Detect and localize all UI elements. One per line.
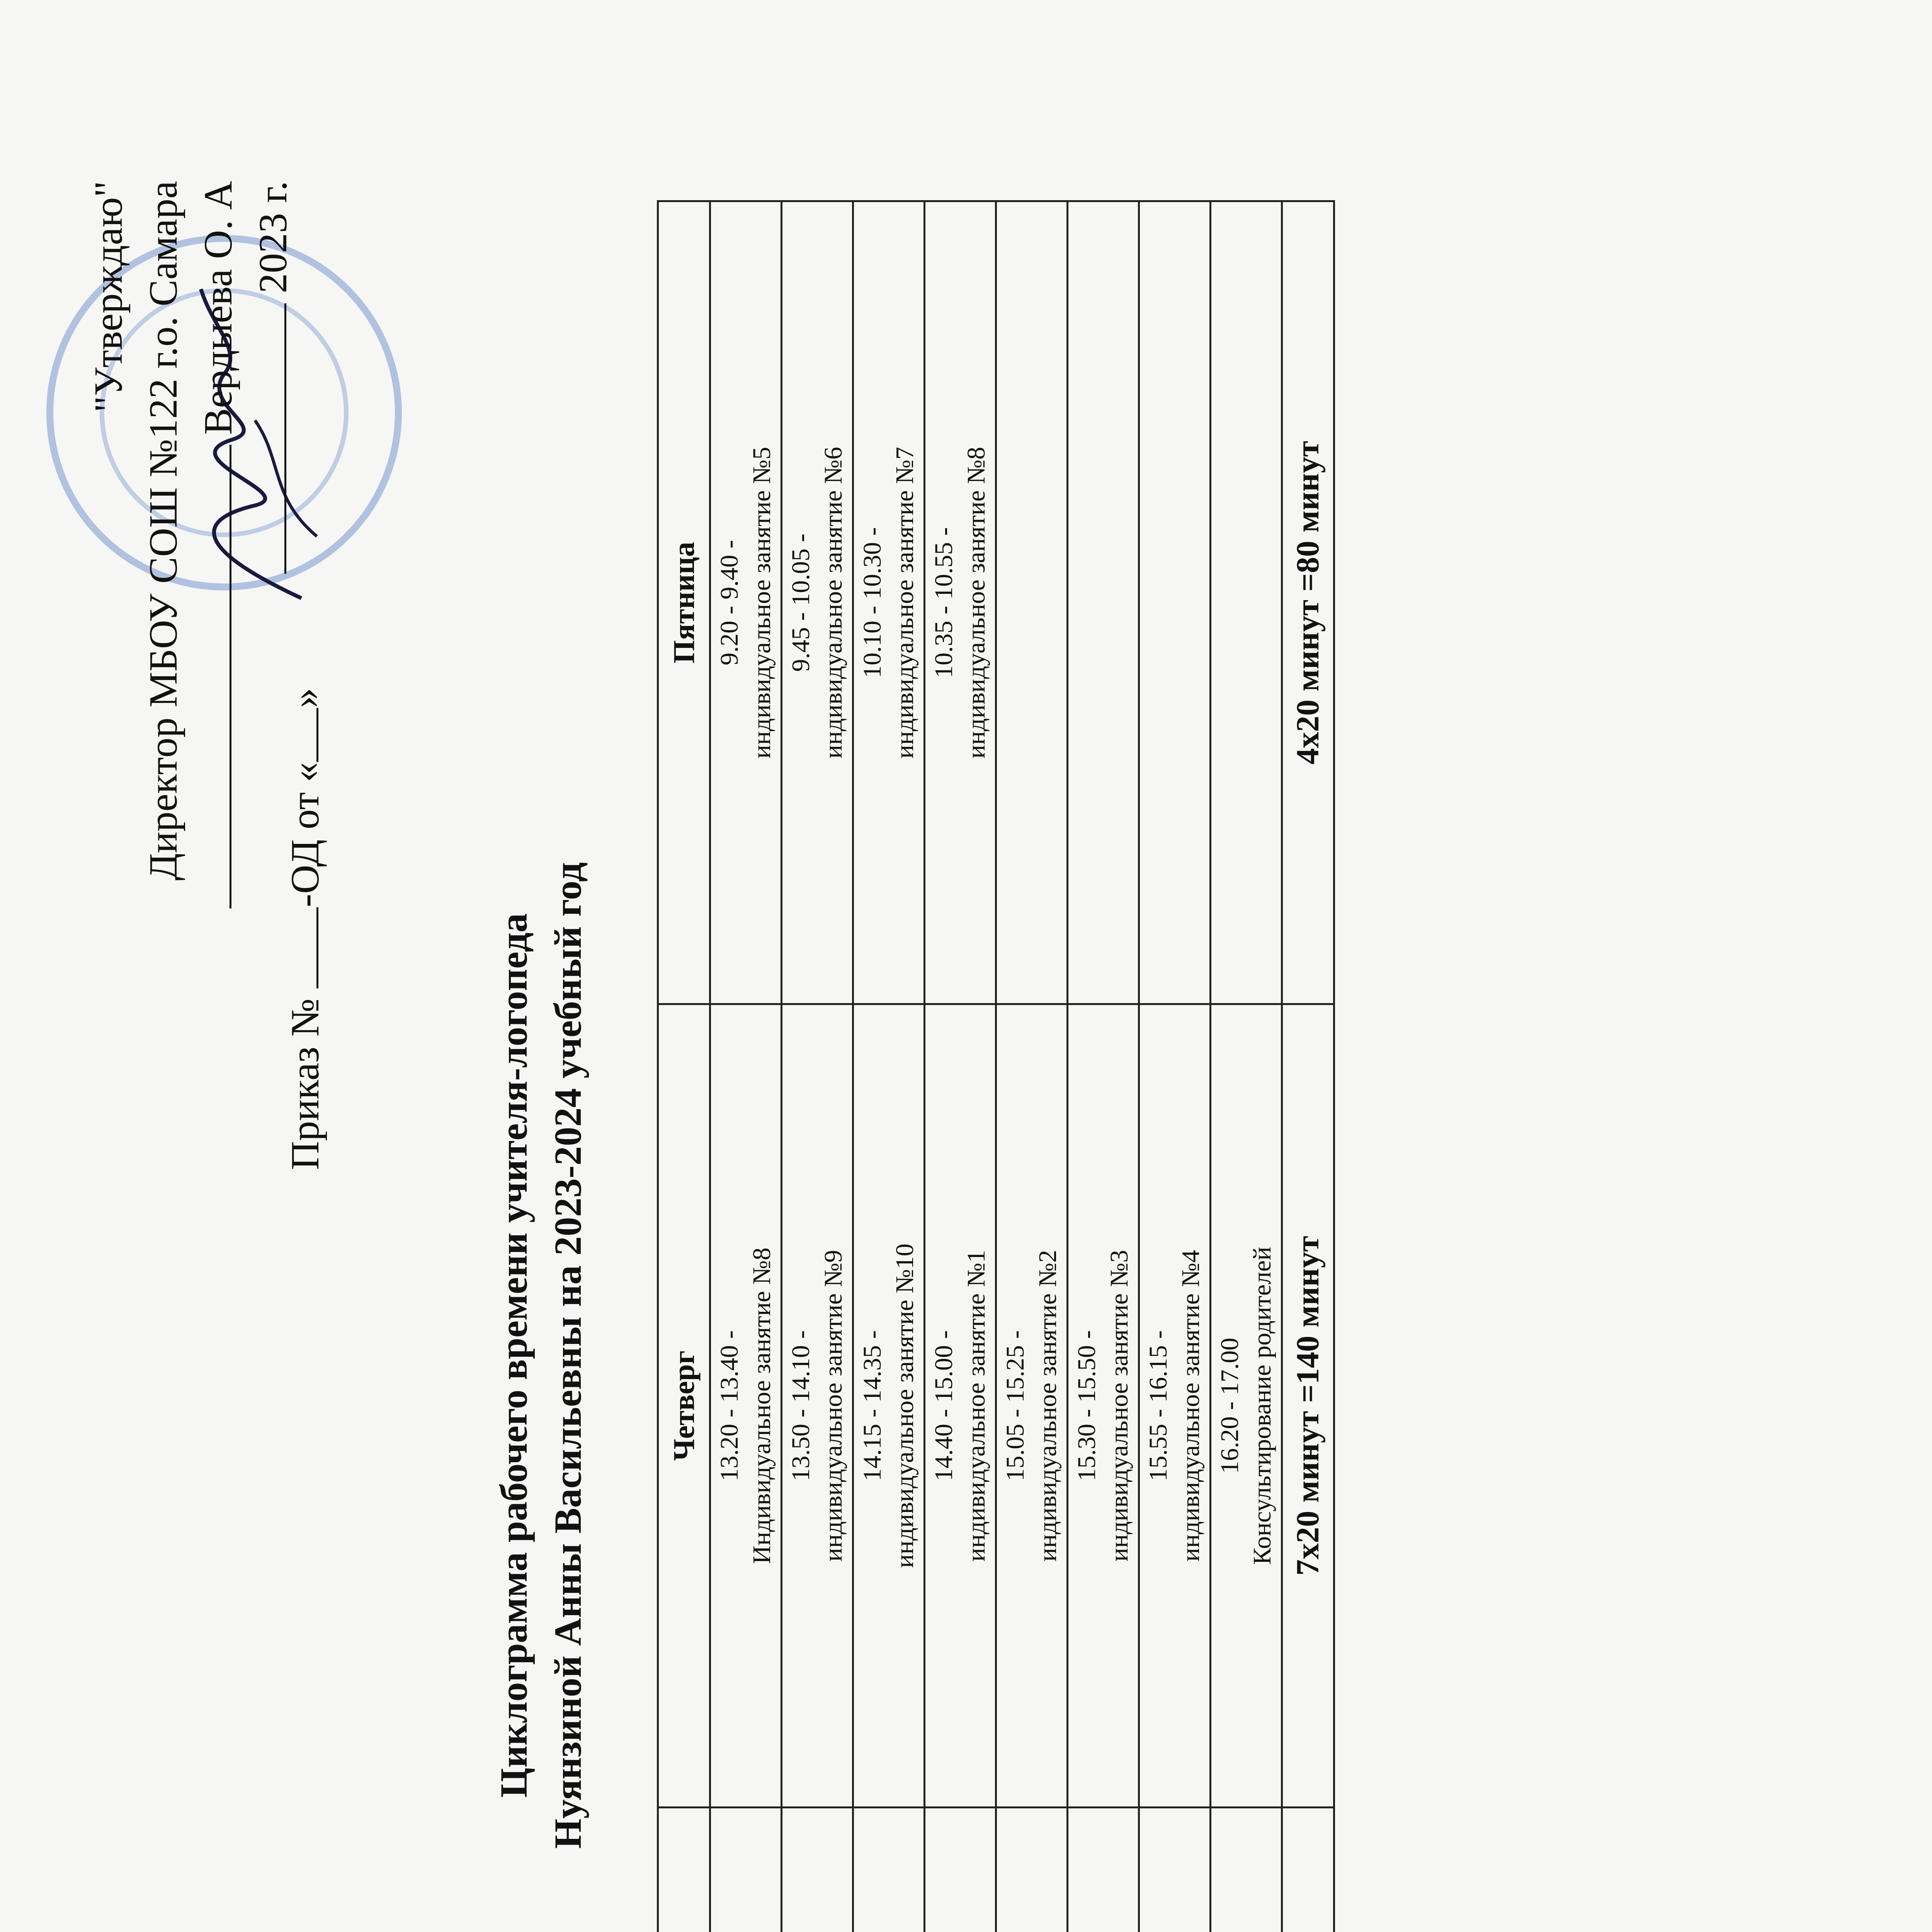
session-description [1103, 1812, 1136, 1932]
schedule-cell-thursday [1211, 1004, 1282, 1807]
session-description: индивидуальное занятие №1 [962, 1250, 990, 1562]
signature-line [230, 445, 231, 908]
document-title [487, 583, 595, 1932]
session-description [1246, 1812, 1279, 1932]
schedule-cell-thursday [782, 1004, 853, 1807]
date-blank [284, 303, 286, 574]
approval-director-line [191, 181, 246, 1108]
order-line [282, 688, 328, 1170]
schedule-cell-tuesday [925, 1807, 996, 1932]
title-line-1: Циклограмма рабочего времени учителя-логопеда [492, 913, 535, 1798]
schedule-cell-thursday [1139, 1004, 1211, 1807]
schedule-cell-thursday [853, 1004, 925, 1807]
table-row [996, 201, 1068, 1932]
session-time [928, 1812, 960, 1932]
order-suffix: -ОД [283, 839, 327, 907]
total-tuesday [1282, 1807, 1334, 1932]
session-time: 10.10 - 10.30 - [858, 527, 886, 678]
session-time: 15.30 - 15.50 - [1073, 1330, 1101, 1481]
table-header-row [658, 201, 710, 1932]
total-thursday: 7х20 минут =140 минут [1282, 1004, 1334, 1807]
schedule-cell-friday [782, 201, 853, 1004]
order-prefix: Приказ № [283, 998, 327, 1170]
session-time: 14.15 - 14.35 - [858, 1330, 886, 1481]
table-row [1211, 201, 1282, 1932]
totals-row [1282, 201, 1334, 1932]
session-description: индивидуальное занятие №5 [748, 447, 776, 759]
approval-heading: "Утверждаю" [86, 181, 131, 413]
session-description [1175, 1812, 1207, 1932]
schedule-body [710, 201, 1334, 1932]
session-description: индивидуальное занятие №2 [1034, 1250, 1062, 1562]
schedule-cell-thursday [925, 1004, 996, 1807]
table-row [1068, 201, 1139, 1932]
schedule-cell-friday [996, 201, 1068, 1004]
table-row [853, 201, 925, 1932]
session-description: индивидуальное занятие №7 [891, 447, 919, 759]
session-time [1142, 1812, 1175, 1932]
session-time [856, 1812, 889, 1932]
total-friday: 4х20 минут =80 минут [1282, 201, 1334, 1004]
table-row [710, 201, 782, 1932]
session-description: Консультирование родителей [1248, 1247, 1276, 1565]
schedule-cell-friday [1211, 201, 1282, 1004]
session-time [785, 1812, 817, 1932]
session-description [1032, 1812, 1064, 1932]
schedule-cell-tuesday [996, 1807, 1068, 1932]
table-row [925, 201, 996, 1932]
schedule-cell-friday [853, 201, 925, 1004]
session-description: индивидуальное занятие №3 [1105, 1250, 1133, 1562]
session-time: 10.35 - 10.55 - [930, 527, 958, 678]
order-close: » [283, 688, 327, 708]
order-from: от « [283, 762, 327, 830]
table-row [782, 201, 853, 1932]
session-description [817, 1812, 850, 1932]
schedule-cell-tuesday [1139, 1807, 1211, 1932]
approval-year: 2023 г. [251, 181, 295, 293]
session-time: 15.05 - 15.25 - [1001, 1330, 1029, 1481]
session-description: индивидуальное занятие №6 [819, 447, 847, 759]
column-header-friday: Пятница [658, 201, 710, 1004]
schedule-cell-thursday [710, 1004, 782, 1807]
schedule-cell-friday [710, 201, 782, 1004]
session-description: индивидуальное занятие №9 [819, 1250, 847, 1562]
schedule-cell-friday [1068, 201, 1139, 1004]
session-time: 16.20 - 17.00 [1216, 1338, 1244, 1474]
column-header-thursday: Четверг [658, 1004, 710, 1807]
order-number-blank [316, 907, 318, 988]
approval-director-title: Директор МБОУ СОШ №122 г.о. Самара [141, 181, 185, 881]
schedule-cell-friday [1139, 201, 1211, 1004]
session-time: 14.40 - 15.00 - [930, 1330, 958, 1481]
schedule-cell-tuesday [853, 1807, 925, 1932]
session-description: индивидуальное занятие №8 [962, 447, 990, 759]
schedule-table [657, 200, 1335, 1932]
schedule-cell-tuesday [782, 1807, 853, 1932]
session-description [960, 1812, 993, 1932]
session-time: 13.20 - 13.40 - [715, 1330, 743, 1481]
session-description: индивидуальное занятие №10 [891, 1243, 919, 1568]
schedule-cell-tuesday [1068, 1807, 1139, 1932]
session-description [889, 1812, 921, 1932]
schedule-cell-thursday [1068, 1004, 1139, 1807]
table-row [1139, 201, 1211, 1932]
session-time [1071, 1812, 1103, 1932]
column-header-tuesday [658, 1807, 710, 1932]
session-time: 15.55 - 16.15 - [1144, 1330, 1172, 1481]
title-line-2: Нуянзиной Анны Васильевны на 2023-2024 учебный год [546, 862, 589, 1849]
approval-director-name: Вердыева О. А [196, 181, 240, 435]
session-time [1214, 1812, 1246, 1932]
schedule-cell-tuesday [1211, 1807, 1282, 1932]
approval-block [81, 181, 301, 1108]
session-time: 13.50 - 14.10 - [787, 1330, 815, 1481]
schedule-cell-friday [925, 201, 996, 1004]
order-day-blank [316, 708, 318, 762]
session-time: 9.45 - 10.05 - [787, 533, 815, 672]
session-description [746, 1812, 778, 1932]
schedule-cell-thursday [996, 1004, 1068, 1807]
session-time [999, 1812, 1032, 1932]
schedule-cell-tuesday [710, 1807, 782, 1932]
session-description: Индивидуальное занятие №8 [748, 1247, 776, 1564]
session-description: индивидуальное занятие №4 [1177, 1250, 1205, 1562]
session-time: 9.20 - 9.40 - [715, 540, 743, 665]
session-time [713, 1812, 746, 1932]
